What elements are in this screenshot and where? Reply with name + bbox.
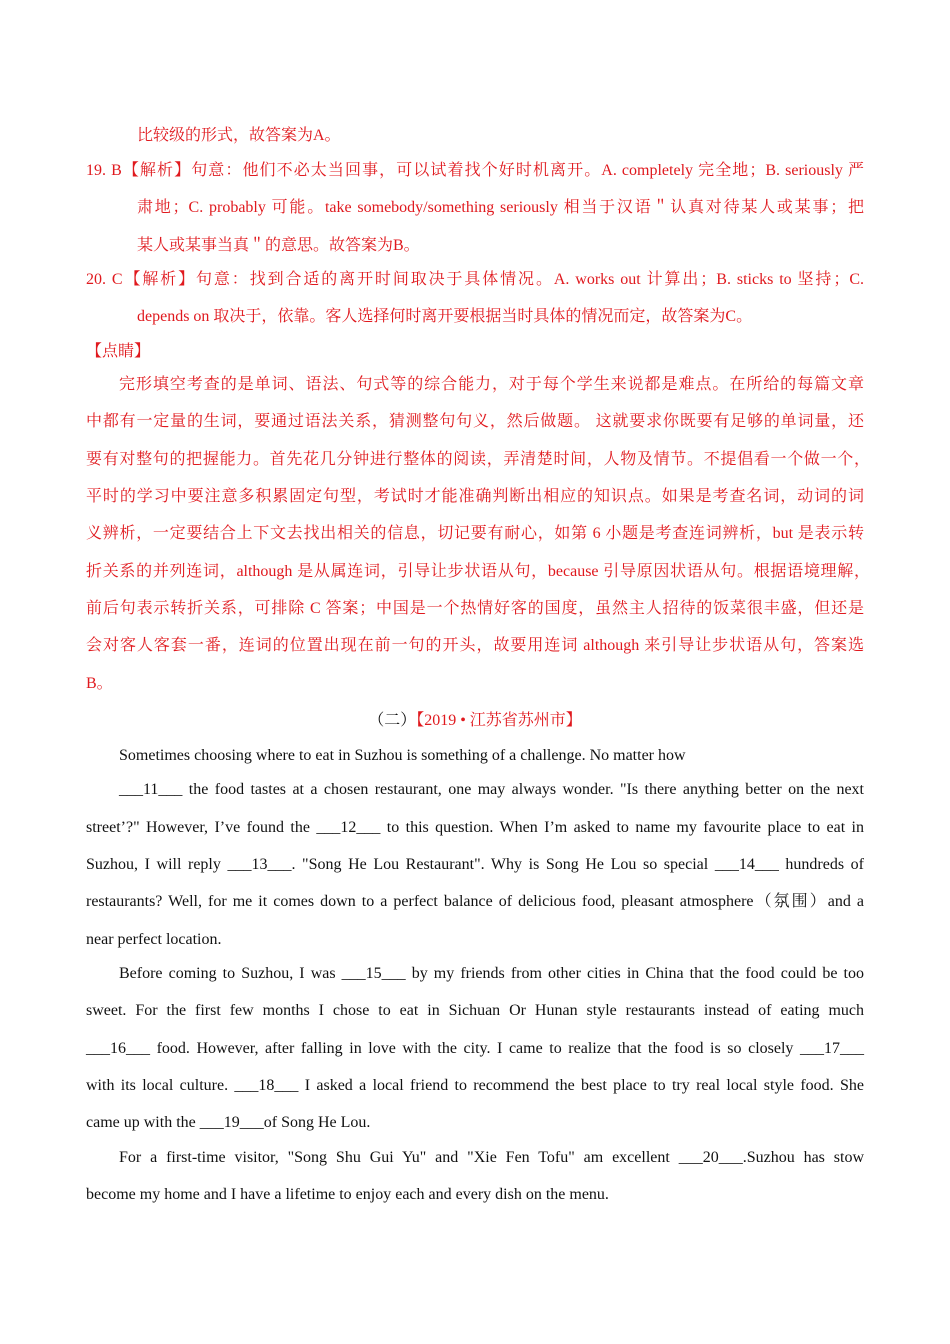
passage-line: restaurants? Well, for me it comes down to a perfect balance of delicious food, pleasant atmosphere（氛围）and a bbox=[86, 893, 864, 910]
passage-line: For a first-time visitor, "Song Shu Gui Yu" and "Xie Fen Tofu" am excellent ___20___.Suzhou has stow bbox=[119, 1149, 864, 1166]
tip-line: 义辨析，一定要结合上下文去找出相关的信息，切记要有耐心，如第 6 小题是考查连词辨析，but 是表示转 bbox=[86, 525, 864, 542]
tip-line: 完形填空考查的是单词、语法、句式等的综合能力，对于每个学生来说都是难点。在所给的每篇文章 bbox=[119, 376, 864, 393]
tip-heading: 【点睛】 bbox=[86, 343, 151, 360]
passage-line: Sometimes choosing where to eat in Suzhou is something of a challenge. No matter how bbox=[119, 747, 686, 764]
answer-18-tail: 比较级的形式，故答案为A。 bbox=[137, 127, 341, 144]
passage-line: ___16___ food. However, after falling in love with the city. I came to realize that the food is so closely ___17___ bbox=[86, 1040, 864, 1057]
passage-line: street’?" However, I’ve found the ___12___ to this question. When I’m asked to name my favourite place to eat in bbox=[86, 819, 864, 836]
tip-line: B。 bbox=[86, 675, 113, 692]
passage-line: become my home and I have a lifetime to enjoy each and every dish on the menu. bbox=[86, 1186, 609, 1203]
passage-line: with its local culture. ___18___ I asked a local friend to recommend the best place to try real local style food. She bbox=[86, 1077, 864, 1094]
tip-line: 折关系的并列连词，although 是从属连词，引导让步状语从句，because 引导原因状语从句。根据语境理解， bbox=[86, 563, 870, 580]
passage-line: came up with the ___19___of Song He Lou. bbox=[86, 1114, 371, 1131]
section-source: 【2019 • 江苏省苏州市】 bbox=[416, 712, 582, 729]
section-prefix: （二） bbox=[368, 712, 417, 729]
tip-line: 平时的学习中要注意多积累固定句型，考试时才能准确判断出相应的知识点。如果是考查名词，动词的词 bbox=[86, 488, 864, 505]
passage-line: near perfect location. bbox=[86, 931, 222, 948]
passage-line: sweet. For the first few months I chose to eat in Sichuan Or Hunan style restaurants instead of eating much bbox=[86, 1002, 864, 1019]
answer-19-line: 某人或某事当真＂的意思。故答案为B。 bbox=[137, 237, 420, 254]
tip-line: 中都有一定量的生词，要通过语法关系，猜测整句句义，然后做题。 这就要求你既要有足够的单词量，还 bbox=[86, 413, 864, 430]
answer-19-line: 19. B【解析】句意：他们不必太当回事，可以试着找个好时机离开。A. completely 完全地；B. seriously 严 bbox=[86, 162, 864, 179]
passage-line: ___11___ the food tastes at a chosen restaurant, one may always wonder. "Is there anything better on the next bbox=[119, 781, 864, 798]
tip-line: 前后句表示转折关系，可排除 C 答案；中国是一个热情好客的国度，虽然主人招待的饭菜很丰盛，但还是 bbox=[86, 600, 864, 617]
answer-20-line: depends on 取决于，依靠。客人选择何时离开要根据当时具体的情况而定，故答案为C。 bbox=[137, 308, 753, 325]
section-heading bbox=[0, 711, 950, 731]
tip-line: 要有对整句的把握能力。首先花几分钟进行整体的阅读，弄清楚时间，人物及情节。不提倡看一个做一个， bbox=[86, 451, 870, 468]
passage-line: Before coming to Suzhou, I was ___15___ by my friends from other cities in China that the food could be too bbox=[119, 965, 864, 982]
answer-19-line: 肃地；C. probably 可能。take somebody/something seriously 相当于汉语＂认真对待某人或某事；把 bbox=[137, 199, 864, 216]
passage-line: Suzhou, I will reply ___13___. "Song He Lou Restaurant". Why is Song He Lou so special ___14___ hundreds of bbox=[86, 856, 864, 873]
answer-20-line: 20. C【解析】句意：找到合适的离开时间取决于具体情况。A. works out 计算出；B. sticks to 坚持；C. bbox=[86, 271, 864, 288]
tip-line: 会对客人客套一番，连词的位置出现在前一句的开头，故要用连词 although 来引导让步状语从句，答案选 bbox=[86, 637, 864, 654]
